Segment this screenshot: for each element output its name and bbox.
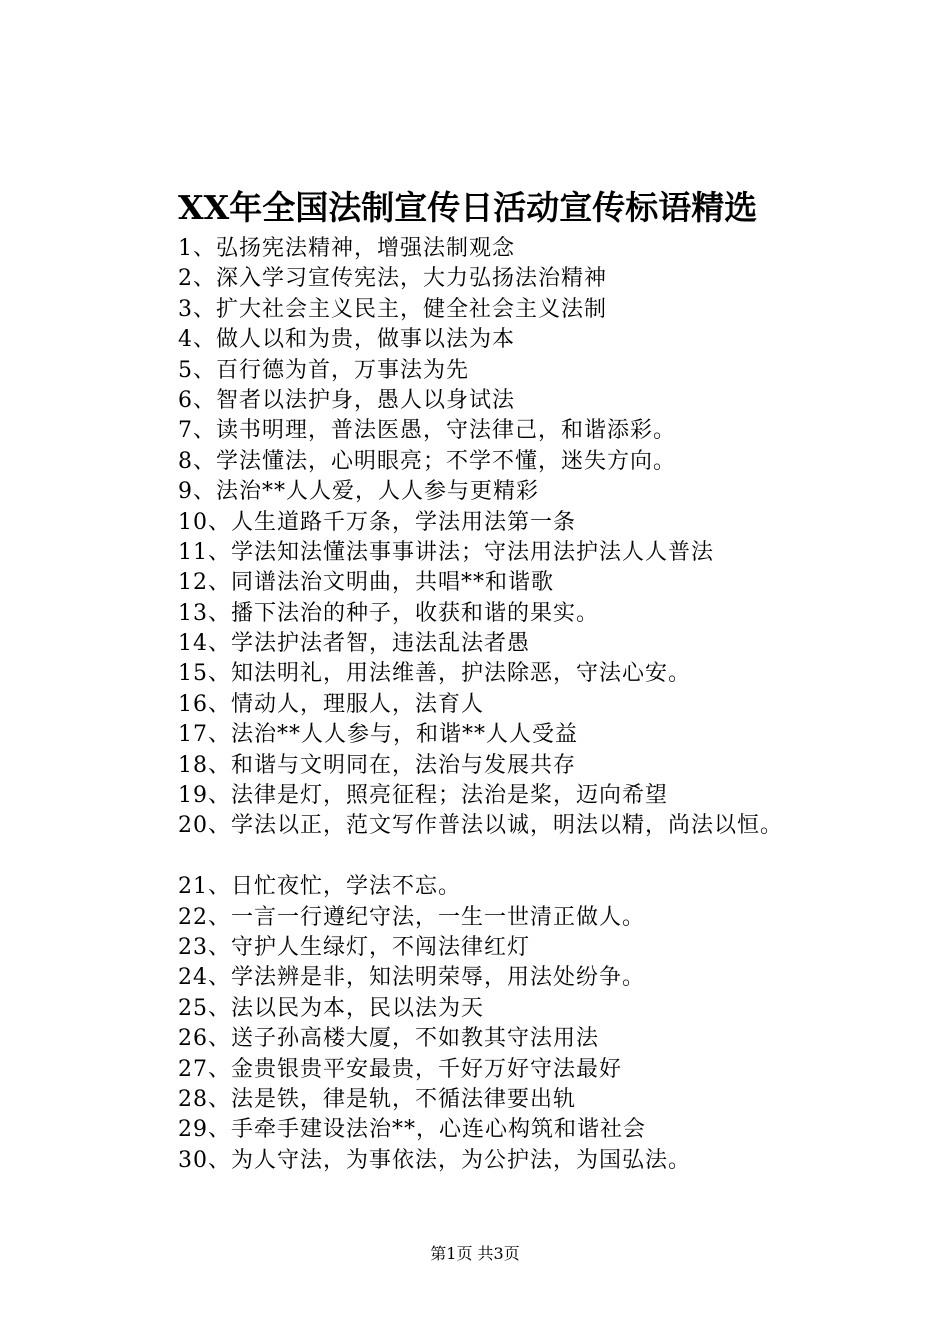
list-item: 11、学法知法懂法事事讲法；守法用法护法人人普法 xyxy=(178,539,714,565)
slogan-list xyxy=(178,234,878,1176)
list-item: 20、学法以正，范文写作普法以诚，明法以精，尚法以恒。 xyxy=(178,813,783,839)
document-title: XX年全国法制宣传日活动宣传标语精选 xyxy=(178,188,758,227)
list-item: 13、播下法治的种子，收获和谐的果实。 xyxy=(178,600,599,626)
list-item: 1、弘扬宪法精神，增强法制观念 xyxy=(178,236,515,261)
list-item: 8、学法懂法，心明眼亮；不学不懂，迷失方向。 xyxy=(178,448,676,474)
list-item: 27、金贵银贵平安最贵，千好万好守法最好 xyxy=(178,1056,622,1082)
list-item: 29、手牵手建设法治**，心连心构筑和谐社会 xyxy=(178,1117,646,1143)
list-item: 21、日忙夜忙，学法不忘。 xyxy=(178,874,461,900)
list-item: 3、扩大社会主义民主，健全社会主义法制 xyxy=(178,296,607,322)
list-item: 18、和谐与文明同在，法治与发展共存 xyxy=(178,752,576,778)
list-item: 28、法是铁，律是轨，不循法律要出轨 xyxy=(178,1086,576,1112)
list-item: 2、深入学习宣传宪法，大力弘扬法治精神 xyxy=(178,266,607,292)
list-item: 12、同谱法治文明曲，共唱**和谐歌 xyxy=(178,570,554,596)
list-item: 9、法治**人人爱，人人参与更精彩 xyxy=(178,479,539,505)
paragraph-gap xyxy=(178,842,878,872)
list-item: 19、法律是灯，照亮征程；法治是桨，迈向希望 xyxy=(178,783,668,809)
list-item: 23、守护人生绿灯，不闯法律红灯 xyxy=(178,934,530,960)
list-item: 24、学法辨是非，知法明荣辱，用法处纷争。 xyxy=(178,965,645,991)
list-item: 7、读书明理，普法医愚，守法律己，和谐添彩。 xyxy=(178,418,676,444)
list-item: 26、送子孙高楼大厦，不如教其守法用法 xyxy=(178,1026,599,1052)
list-item: 16、情动人，理服人，法育人 xyxy=(178,691,484,717)
list-item: 4、做人以和为贵，做事以法为本 xyxy=(178,327,515,353)
list-item: 5、百行德为首，万事法为先 xyxy=(178,357,469,383)
list-item: 15、知法明礼，用法维善，护法除恶，守法心安。 xyxy=(178,661,691,687)
page-footer: 第1页 共3页 xyxy=(430,1244,520,1263)
list-item: 25、法以民为本，民以法为天 xyxy=(178,995,484,1021)
list-item: 6、智者以法护身，愚人以身试法 xyxy=(178,387,515,413)
list-item: 30、为人守法，为事依法，为公护法，为国弘法。 xyxy=(178,1147,691,1173)
list-item: 17、法治**人人参与，和谐**人人受益 xyxy=(178,722,578,748)
list-item: 10、人生道路千万条，学法用法第一条 xyxy=(178,509,576,535)
list-item: 22、一言一行遵纪守法，一生一世清正做人。 xyxy=(178,904,645,930)
list-item: 14、学法护法者智，违法乱法者愚 xyxy=(178,631,530,657)
